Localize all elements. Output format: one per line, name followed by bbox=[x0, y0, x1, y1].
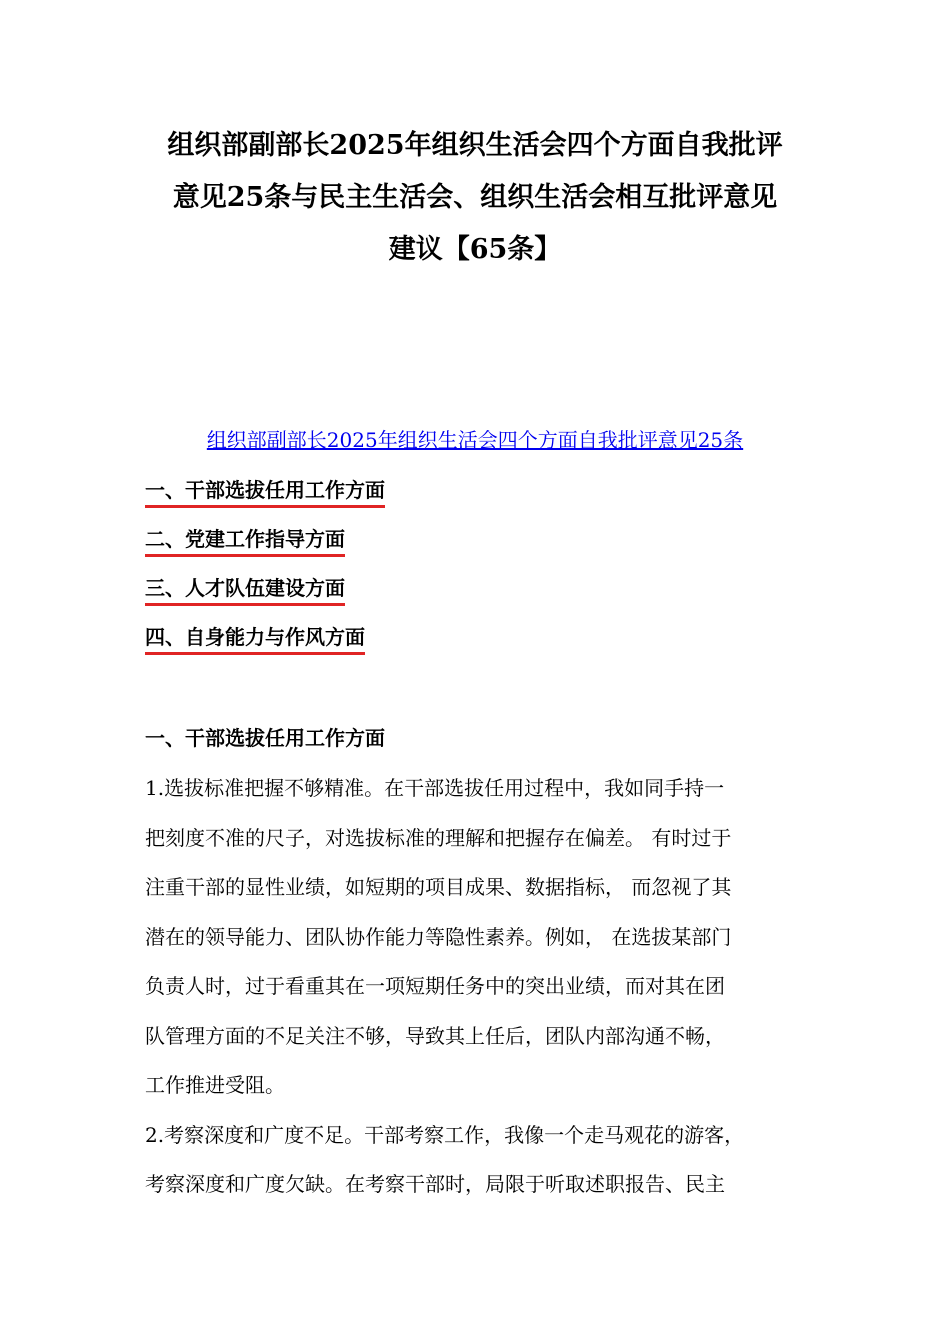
paragraph-line: 把刻度不准的尺子，对选拔标准的理解和把握存在偏差。 有时过于 bbox=[145, 825, 732, 850]
document-title bbox=[130, 120, 820, 276]
paragraph-line: 考察深度和广度欠缺。在考察干部时，局限于听取述职报告、民主 bbox=[145, 1172, 725, 1196]
toc-item-label: 三、人才队伍建设方面 bbox=[145, 573, 345, 606]
title-line: 建议【65条】 bbox=[388, 234, 562, 265]
toc-heading-link[interactable]: 组织部副部长2025年组织生活会四个方面自我批评意见25条 bbox=[206, 428, 744, 452]
paragraph-line: 工作推进受阻。 bbox=[145, 1073, 285, 1097]
toc-item-label: 二、党建工作指导方面 bbox=[145, 524, 345, 557]
paragraph-line: 注重干部的显性业绩，如短期的项目成果、数据指标， 而忽视了其 bbox=[145, 875, 732, 899]
toc-item-3[interactable] bbox=[145, 572, 385, 621]
paragraph-1 bbox=[145, 764, 825, 1111]
title-line: 组织部副部长2025年组织生活会四个方面自我批评 bbox=[167, 130, 783, 161]
paragraph-2 bbox=[145, 1111, 825, 1210]
title-line: 意见25条与民主生活会、组织生活会相互批评意见 bbox=[172, 182, 778, 213]
paragraph-line: 1.选拔标准把握不够精准。在干部选拔任用过程中，我如同手持一 bbox=[145, 776, 725, 800]
section-heading: 一、干部选拔任用工作方面 bbox=[145, 726, 385, 750]
document-body bbox=[145, 722, 825, 1210]
paragraph-line: 负责人时，过于看重其在一项短期任务中的突出业绩，而对其在团 bbox=[145, 974, 725, 998]
toc-item-1[interactable] bbox=[145, 474, 385, 523]
toc-item-label: 四、自身能力与作风方面 bbox=[145, 622, 365, 655]
toc-item-2[interactable] bbox=[145, 523, 385, 572]
table-of-contents bbox=[145, 474, 385, 670]
paragraph-line: 队管理方面的不足关注不够，导致其上任后，团队内部沟通不畅， bbox=[145, 1023, 725, 1048]
toc-item-4[interactable] bbox=[145, 621, 385, 670]
paragraph-line: 潜在的领导能力、团队协作能力等隐性素养。例如， 在选拔某部门 bbox=[145, 924, 732, 949]
toc-item-label: 一、干部选拔任用工作方面 bbox=[145, 475, 385, 508]
paragraph-line: 2.考察深度和广度不足。干部考察工作，我像一个走马观花的游客， bbox=[145, 1122, 745, 1147]
